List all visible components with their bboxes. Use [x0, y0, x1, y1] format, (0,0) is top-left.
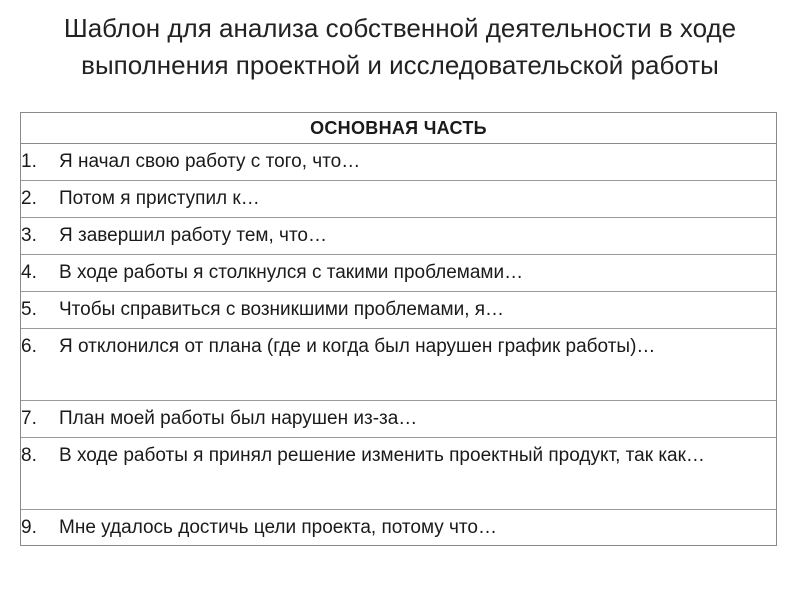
item-number: 6. — [21, 336, 37, 357]
item-text: Чтобы справиться с возникшими проблемами, я… — [59, 299, 505, 320]
item-number: 4. — [21, 262, 37, 283]
item-text: Я начал свою работу с того, что… — [59, 151, 361, 172]
list-item — [21, 218, 776, 255]
list-item — [21, 181, 776, 218]
list-item — [21, 438, 776, 510]
list-item — [21, 510, 776, 546]
list-item — [21, 292, 776, 329]
list-item — [21, 255, 776, 292]
item-number: 8. — [21, 445, 37, 466]
item-text: Потом я приступил к… — [59, 188, 260, 209]
item-text: Я завершил работу тем, что… — [59, 225, 328, 246]
list-item — [21, 144, 776, 181]
template-table — [20, 112, 777, 546]
item-number: 7. — [21, 408, 37, 429]
item-number: 9. — [21, 517, 37, 538]
item-number: 2. — [21, 188, 37, 209]
item-text: Мне удалось достичь цели проекта, потому что… — [59, 517, 497, 538]
item-text: Я отклонился от плана (где и когда был нарушен график работы)… — [59, 336, 656, 357]
list-item — [21, 401, 776, 438]
slide-title: Шаблон для анализа собственной деятельности в ходе выполнения проектной и исследовательской работы — [63, 13, 737, 80]
item-number: 1. — [21, 151, 37, 172]
question-list — [21, 144, 776, 546]
item-text: В ходе работы я столкнулся с такими проблемами… — [59, 262, 524, 283]
item-number: 3. — [21, 225, 37, 246]
item-number: 5. — [21, 299, 37, 320]
item-text: План моей работы был нарушен из-за… — [59, 408, 418, 429]
item-text: В ходе работы я принял решение изменить проектный продукт, так как… — [59, 445, 705, 466]
section-header: ОСНОВНАЯ ЧАСТЬ — [21, 113, 776, 144]
list-item — [21, 329, 776, 401]
